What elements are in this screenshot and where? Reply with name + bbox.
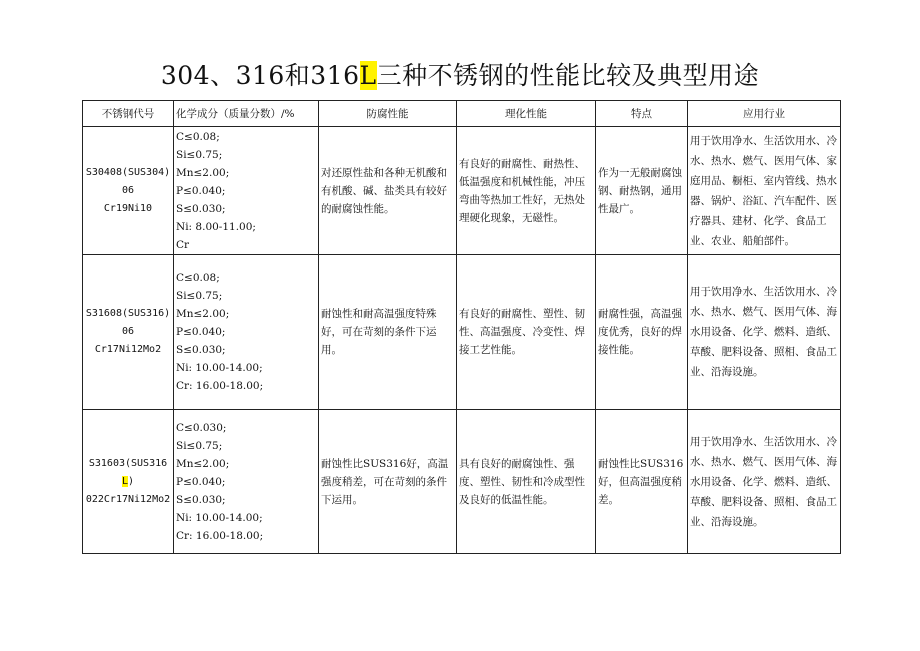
applications-cell: 用于饮用净水、生活饮用水、冷水、热水、燃气、医用气体、海水用设备、化学、燃料、造纸、草酸、肥料设备、照相、食品工业、沿海设施。 [688,255,841,410]
comp-line: S≤0.030; [176,344,226,356]
steel-code-line: S31608(SUS316)06 [85,308,171,337]
comp-line: Cr: 16.00-18.00; [176,380,264,392]
physical-cell: 具有良好的耐腐蚀性、强度、塑性、韧性和冷成型性及良好的低温性能。 [457,410,596,554]
applications-cell: 用于饮用净水、生活饮用水、冷水、热水、燃气、医用气体、海水用设备、化学、燃料、造纸、草酸、肥料设备、照相、食品工业、沿海设施。 [688,410,841,554]
comp-line: Cr: 16.00-18.00; [176,529,264,542]
steel-grade-line: Cr17Ni12Mo2 [94,344,162,355]
comp-line: Si≤0.75; [176,148,223,161]
corrosion-cell: 耐蚀性和耐高温强度特殊好，可在苛刻的条件下运用。 [319,255,457,410]
steel-code-line: S30408(SUS304)06 [85,166,171,196]
comparison-table [82,100,841,554]
steel-code [83,410,174,554]
table-header-row [83,101,841,127]
steel-code-text-end: ) [128,475,135,487]
table-row [83,255,841,410]
table-row [83,127,841,255]
steel-code [83,255,174,410]
comp-line: P≤0.040; [176,326,226,338]
comp-line: Cr [176,238,190,251]
page-title [0,58,920,94]
steel-grade-line: Cr19Ni10 [103,202,153,214]
physical-cell: 有良好的耐腐性、耐热性、低温强度和机械性能，冲压弯曲等热加工性好，无热处理硬化现象，无磁性。 [457,127,596,255]
comp-line: C≤0.030; [176,421,227,434]
comp-line: Ni: 8.00-11.00; [176,220,256,233]
header-code: 不锈钢代号 [83,101,174,127]
steel-code-line [85,455,171,491]
title-text-rest: 三种不锈钢的性能比较及典型用途 [376,61,760,90]
comp-line: Mn≤2.00; [176,457,230,470]
comp-line: Mn≤2.00; [176,166,230,179]
comp-line: Mn≤2.00; [176,308,230,320]
comp-line: Si≤0.75; [176,439,223,452]
steel-grade-line: 022Cr17Ni12Mo2 [85,493,171,505]
comp-line: Ni: 10.00-14.00; [176,511,263,524]
comp-line: P≤0.040; [176,475,226,488]
features-cell: 耐腐性强，高温强度优秀，良好的焊接性能。 [596,255,688,410]
comp-line: S≤0.030; [176,202,226,215]
comp-line: P≤0.040; [176,184,226,197]
header-features: 特点 [596,101,688,127]
steel-code [83,127,174,255]
comp-line: Si≤0.75; [176,290,223,302]
applications-cell: 用于饮用净水、生活饮用水、冷水、热水、燃气、医用气体、家庭用品、橱柜、室内管线、热水器、锅炉、浴缸、汽车配件、医疗器具、建材、化学、食品工业、农业、船舶部件。 [688,127,841,255]
corrosion-cell: 耐蚀性比SUS316好，高温强度稍差，可在苛刻的条件下运用。 [319,410,457,554]
title-text: 304、316和316 [160,61,360,90]
corrosion-cell: 对还原性盐和各种无机酸和有机酸、碱、盐类具有较好的耐腐蚀性能。 [319,127,457,255]
comp-line: Ni: 10.00-14.00; [176,362,263,374]
steel-code-text: S31603(SUS316 [88,457,168,469]
features-cell: 作为一无般耐腐蚀钢、耐热钢，通用性最广。 [596,127,688,255]
composition-cell [174,410,319,554]
header-corrosion: 防腐性能 [319,101,457,127]
steel-code-highlight: L [121,475,128,487]
features-cell: 耐蚀性比SUS316好，但高温强度稍差。 [596,410,688,554]
physical-cell: 有良好的耐腐性、塑性、韧性、高温强度、冷变性、焊接工艺性能。 [457,255,596,410]
comp-line: S≤0.030; [176,493,226,506]
composition-cell [174,255,319,410]
table-row [83,410,841,554]
comp-line: C≤0.08; [176,272,220,284]
composition-cell [174,127,319,255]
header-applications: 应用行业 [688,101,841,127]
header-physical: 理化性能 [457,101,596,127]
comp-line: C≤0.08; [176,130,220,143]
header-composition: 化学成分（质量分数）/% [174,101,319,127]
title-highlight: L [359,61,377,90]
